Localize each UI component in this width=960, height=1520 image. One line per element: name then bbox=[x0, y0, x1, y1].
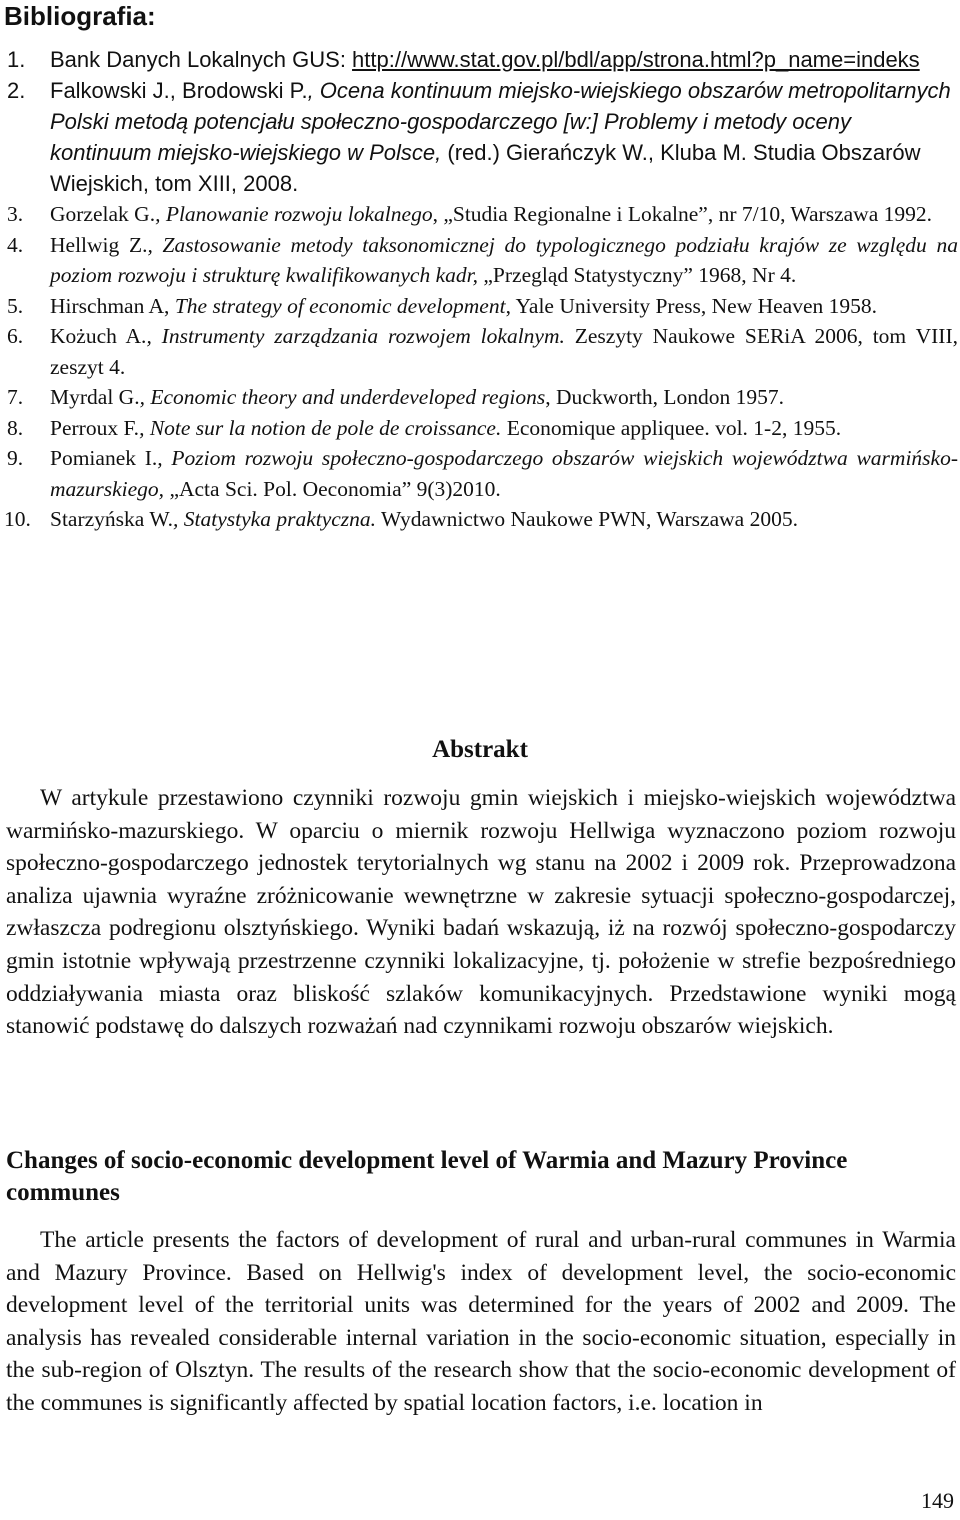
english-title: Changes of socio-economic development level of Warmia and Mazury Province communes bbox=[6, 1147, 848, 1206]
item-author: Gorzelak G. bbox=[50, 202, 156, 226]
item-title: , Poziom rozwoju społeczno-gospodarczego obszarów wiejskich województwa warmińsko-mazurskiego, bbox=[50, 446, 958, 501]
page-number: 149 bbox=[921, 1488, 954, 1513]
item-number: 3. bbox=[7, 202, 24, 226]
bdl-link[interactable]: http://www.stat.gov.pl/bdl/app/strona.html?p_name=indeks bbox=[352, 47, 920, 72]
item-source: Wydawnictwo Naukowe PWN, Warszawa 2005. bbox=[376, 507, 798, 531]
abstract-text: W artykule przestawiono czynniki rozwoju gmin wiejskich i miejsko-wiejskich województwa warmińsko-mazurskiego. W oparciu o miernik rozwoju Hellwiga wyznaczono poziom rozwoju społeczno-gospodarczego jednostek terytorialnych wg stanu na 2002 i 2009 rok. Przeprowadzona analiza ujawnia wyraźne zróżnicowanie wewnętrzne w zakresie sytuacji społeczno-gospodarczej, zwłaszcza podregionu olsztyńskiego. Wyniki badań wskazują, iż na rozwój społeczno-gospodarczy gmin istotnie wpływają przestrzenne czynniki lokalizacyjne, tj. położenie w strefie bezpośredniego oddziaływania miasta oraz bliskość szlaków komunikacyjnych. Przedstawione wyniki mogą stanowić podstawę do dalszych rozważań nad czynnikami rozwoju obszarów wiejskich. bbox=[6, 785, 956, 1040]
item-number: 4. bbox=[7, 232, 24, 257]
item-number: 2. bbox=[7, 78, 26, 103]
bibliography-item bbox=[0, 413, 958, 444]
item-author: Hirschman A, bbox=[50, 293, 175, 318]
bibliography-item bbox=[0, 291, 958, 322]
item-number: 8. bbox=[7, 415, 24, 440]
item-title: , Economic theory and underdeveloped regions bbox=[139, 385, 546, 409]
item-author: Hellwig Z. bbox=[50, 232, 148, 257]
item-title: , Note sur la notion de pole de croissance. bbox=[139, 415, 502, 440]
bibliography-item bbox=[0, 504, 958, 535]
item-number: 10. bbox=[4, 507, 31, 531]
bibliography-item bbox=[0, 199, 958, 230]
item-source: , Yale University Press, New Heaven 1958. bbox=[505, 293, 877, 318]
item-number: 9. bbox=[7, 446, 24, 470]
bibliography-heading: Bibliografia: bbox=[4, 1, 156, 31]
bibliography-item bbox=[0, 321, 958, 382]
item-title: The strategy of economic development bbox=[174, 293, 506, 318]
item-title: , Instrumenty zarządzania rozwojem lokalnym. bbox=[146, 324, 565, 348]
abstract-title: Abstrakt bbox=[432, 736, 528, 763]
item-source: Zeszyty Naukowe SERiA 2006, tom VIII, zeszyt 4. bbox=[50, 324, 958, 379]
english-abstract-text: The article presents the factors of development of rural and urban-rural communes in Warmia and Mazury Province. Based on Hellwig's index of development level, the socio-economic development level of the territorial units was determined for the years of 2002 and 2009. The analysis has revealed considerable internal variation in the socio-economic situation, especially in the sub-region of Olsztyn. The results of the research show that the socio-economic development of the communes is significantly affected by spatial location factors, i.e. location in bbox=[6, 1227, 956, 1416]
item-title: , Zastosowanie metody taksonomicznej do typologicznego podziału krajów ze względu na poziom rozwoju i strukturę kwalifikowanych kadr, bbox=[50, 232, 958, 287]
item-author: Perroux F. bbox=[50, 415, 140, 440]
item-author: Falkowski J., Brodowski P. bbox=[50, 78, 308, 103]
item-title: , Statystyka praktyczna. bbox=[173, 507, 377, 531]
item-source: Economique appliquee. vol. 1-2, 1955. bbox=[501, 415, 842, 440]
bibliography-item bbox=[0, 75, 958, 199]
bibliography-item bbox=[0, 443, 958, 504]
bibliography-list bbox=[0, 44, 958, 535]
item-number: 6. bbox=[7, 324, 24, 348]
item-source: , „Studia Regionalne i Lokalne”, nr 7/10, Warszawa 1992. bbox=[432, 202, 932, 226]
item-text: Bank Danych Lokalnych GUS: bbox=[50, 47, 353, 72]
item-number: 1. bbox=[7, 47, 26, 72]
item-author: Starzyńska W. bbox=[50, 507, 174, 531]
item-source: (red.) Gierańczyk W., Kluba M. Studia Obszarów Wiejskich, tom XIII, 2008. bbox=[50, 140, 921, 196]
item-author: Kożuch A. bbox=[50, 324, 147, 348]
item-title: , Planowanie rozwoju lokalnego bbox=[155, 202, 433, 226]
item-author: Myrdal G. bbox=[50, 385, 140, 409]
item-source: „Przegląd Statystyczny” 1968, Nr 4. bbox=[478, 263, 797, 287]
bibliography-item bbox=[0, 382, 958, 413]
item-title: , Ocena kontinuum miejsko-wiejskiego obszarów metropolitarnych Polski metodą potencjału społeczno-gospodarczego [w:] Problemy i metody oceny kontinuum miejsko-wiejskiego w Polsce, bbox=[50, 78, 951, 165]
item-source: , Duckworth, London 1957. bbox=[545, 385, 785, 409]
item-number: 7. bbox=[7, 385, 24, 409]
bibliography-item bbox=[0, 230, 958, 291]
item-source: „Acta Sci. Pol. Oeconomia” 9(3)2010. bbox=[164, 476, 501, 501]
item-number: 5. bbox=[7, 293, 24, 318]
item-author: Pomianek I. bbox=[50, 446, 158, 470]
bibliography-item bbox=[0, 44, 958, 75]
